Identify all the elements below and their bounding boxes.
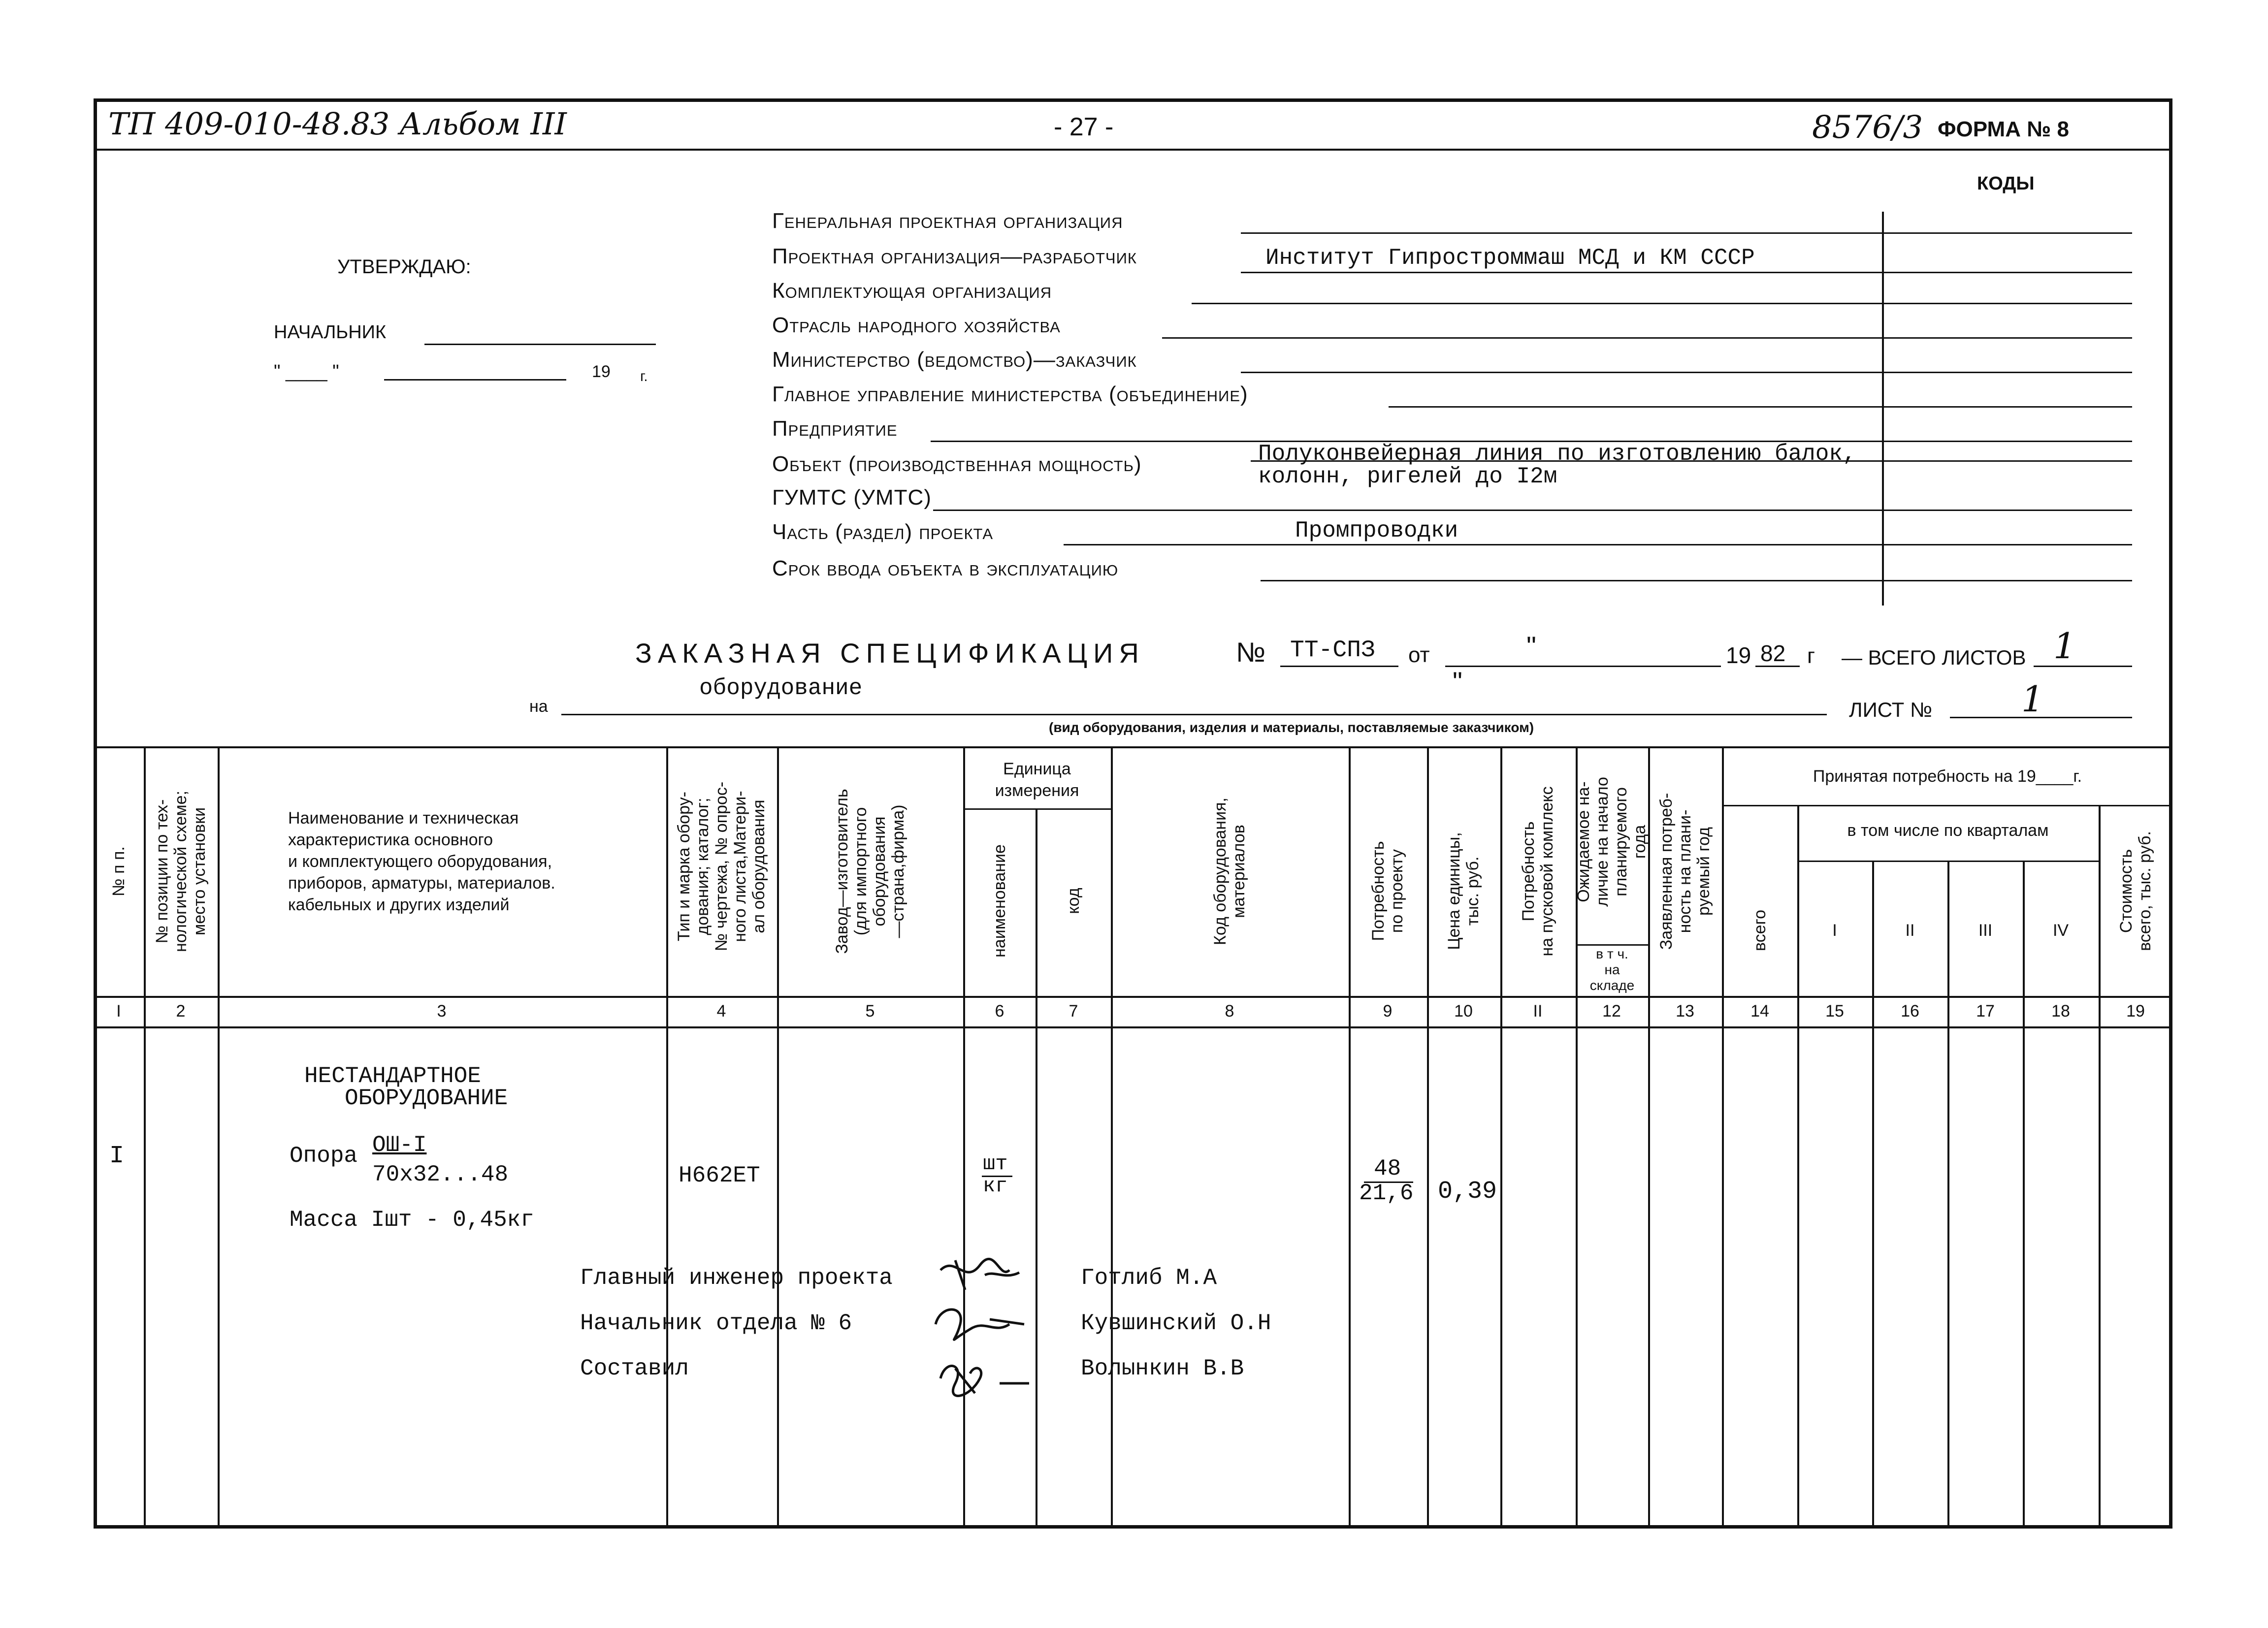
doc-number: 8576/3 <box>1812 109 1923 146</box>
page-number: - 27 - <box>1054 113 1114 141</box>
col-divider <box>1500 746 1502 1529</box>
col-divider <box>666 746 668 1529</box>
org-line <box>1241 372 2132 373</box>
signature-name: Готлиб М.А <box>1081 1265 1217 1291</box>
hdr-accepted-group: Принятая потребность на 19____г. <box>1813 767 2082 786</box>
row-unit-top: шт <box>983 1152 1008 1176</box>
hdr-col8: Код оборудования, материалов <box>1211 798 1248 945</box>
org-field-value: Институт Гипростроммаш МСД и КМ СССР <box>1265 245 1755 271</box>
section-title-1: НЕСТАНДАРТНОЕ <box>304 1063 481 1089</box>
col-divider <box>2099 805 2101 1529</box>
year-suffix-title: г <box>1807 644 1815 668</box>
year-label: 19 <box>592 362 611 381</box>
col-divider <box>2023 861 2025 1529</box>
hdr-col10: Цена единицы, тыс. руб. <box>1445 832 1482 950</box>
on-value: оборудование <box>699 675 863 701</box>
col-number: I <box>116 1002 121 1021</box>
col-number: 12 <box>1602 1002 1621 1021</box>
org-line <box>1389 406 2132 408</box>
col-divider <box>144 746 146 1529</box>
org-field-label: Генеральная проектная организация <box>772 209 1123 233</box>
hdr-col13: Заявленная потреб- ность на плани- руемый год <box>1657 793 1713 950</box>
row-need-bottom: 21,6 <box>1359 1181 1414 1206</box>
on-line <box>561 714 1827 715</box>
sheet-value: 1 <box>2021 678 2044 720</box>
date-quotes: " ____ " <box>274 361 339 382</box>
row-name-code: ОШ-I <box>372 1132 427 1158</box>
hdr-col3: Наименование и техническая характеристика основного и комплектующего оборудования, приборов, арматуры, материалов. кабельных и других изделий <box>288 809 555 914</box>
number-row-bottom <box>94 1026 2172 1028</box>
date-line-title <box>1445 666 1721 667</box>
hdr-col18: IV <box>2052 921 2069 940</box>
org-field-label: ГУМТС (УМТС) <box>772 485 932 510</box>
hdr-quarters-group: в том числе по кварталам <box>1847 821 2049 840</box>
year-value: 82 <box>1760 640 1786 666</box>
hdr-col2: № позиции по тех- нологической схеме; место установки <box>153 791 209 952</box>
on-label: на <box>529 697 548 716</box>
org-line <box>933 510 2132 511</box>
accepted-sub-line <box>1722 805 2172 806</box>
album-code: ТП 409-010-48.83 Альбом III <box>108 106 567 142</box>
org-field-value: Промпроводки <box>1295 518 1458 543</box>
spec-number-value: ТТ-СПЗ <box>1290 637 1375 664</box>
col-divider <box>1036 808 1037 1529</box>
hdr-col6: наименование <box>990 844 1009 958</box>
col-number: 15 <box>1825 1002 1844 1021</box>
codes-label: КОДЫ <box>1977 173 2035 194</box>
hdr-col16: II <box>1905 921 1915 940</box>
hdr-col9: Потребность по проекту <box>1369 841 1406 941</box>
spec-number-label: № <box>1236 637 1266 668</box>
org-field-label: Объект (производственная мощность) <box>772 452 1142 476</box>
hdr-col12: Ожидаемое на- личие на начало планируемого года <box>1574 777 1649 907</box>
org-field-value: Полуконвейерная линия по изготовлению балок, <box>1258 441 1856 467</box>
hdr-col14: всего <box>1750 909 1769 952</box>
row-price: 0,39 <box>1438 1178 1497 1206</box>
col-number: 13 <box>1676 1002 1694 1021</box>
total-sheets-line <box>2034 666 2132 667</box>
hdr-col12-sub: в т ч. на складе <box>1589 946 1635 993</box>
spec-title: ЗАКАЗНАЯ СПЕЦИФИКАЦИЯ <box>635 638 1145 669</box>
col-number: 8 <box>1225 1002 1234 1021</box>
col-number: 5 <box>865 1002 875 1021</box>
approve-label: УТВЕРЖДАЮ: <box>337 256 471 278</box>
col-divider <box>777 746 779 1529</box>
codes-divider <box>1882 212 1884 606</box>
col-number: II <box>1533 1002 1543 1021</box>
org-line <box>1162 337 2132 339</box>
org-line <box>1192 303 2132 304</box>
signature-role: Составил <box>580 1356 689 1381</box>
row-mass: Масса Iшт - 0,45кг <box>290 1207 534 1233</box>
col-number: 9 <box>1383 1002 1393 1021</box>
table-top <box>94 746 2172 748</box>
hdr-col11: Потребность на пусковой комплекс <box>1519 786 1556 957</box>
hdr-col4: Тип и марка обору- дования; каталог; № чертежа, № опрос- ного листа,Матери- ал оборудования <box>675 781 768 952</box>
total-sheets-label: — ВСЕГО ЛИСТОВ <box>1842 646 2026 669</box>
org-field-label: Предприятие <box>772 416 898 441</box>
col-divider <box>1427 746 1429 1529</box>
row-unit-bottom: кг <box>983 1174 1008 1198</box>
org-field-label: Проектная организация—разработчик <box>772 244 1137 268</box>
col-divider <box>1872 861 1874 1529</box>
signature-name: Кувшинский О.Н <box>1081 1310 1271 1336</box>
org-field-label: Срок ввода объекта в эксплуатацию <box>772 556 1119 580</box>
header-rule <box>94 149 2172 151</box>
col-divider <box>218 746 220 1529</box>
col-divider <box>963 746 965 1529</box>
year-prefix: 19 <box>1726 642 1751 668</box>
col-number: 7 <box>1069 1002 1078 1021</box>
hdr-unit-group: Единица измерения <box>995 760 1079 800</box>
sheet-label: ЛИСТ № <box>1849 698 1933 721</box>
col-number: 10 <box>1454 1002 1473 1021</box>
col-number: 18 <box>2051 1002 2070 1021</box>
col12-sub-line <box>1576 944 1648 946</box>
row-num: I <box>109 1142 125 1170</box>
row-type: Н662ЕТ <box>679 1163 760 1188</box>
section-title-2: ОБОРУДОВАНИЕ <box>345 1085 508 1111</box>
quote-mark-1: " <box>1526 631 1536 662</box>
col-number: 2 <box>176 1002 186 1021</box>
col-divider <box>1349 746 1351 1529</box>
year-suffix: г. <box>640 368 648 384</box>
hdr-col17: III <box>1978 921 1993 940</box>
chief-label: НАЧАЛЬНИК <box>274 322 387 343</box>
col-number: 16 <box>1901 1002 1919 1021</box>
signature-name: Волынкин В.В <box>1081 1356 1244 1381</box>
org-line <box>1241 232 2132 234</box>
col-number: 17 <box>1976 1002 1995 1021</box>
quote-mark-2: " <box>1453 666 1462 697</box>
total-sheets-value: 1 <box>2053 625 2076 667</box>
col-divider <box>1111 746 1113 1529</box>
date-line <box>384 379 566 381</box>
col-number: 14 <box>1750 1002 1769 1021</box>
chief-line <box>424 344 656 345</box>
row-need-top: 48 <box>1374 1156 1401 1181</box>
org-line <box>1251 460 2132 462</box>
sub-caption: (вид оборудования, изделия и материалы, поставляемые заказчиком) <box>1049 720 1534 735</box>
col-number: 3 <box>437 1002 447 1021</box>
org-field-label: Комплектующая организация <box>772 279 1052 303</box>
row-name: Опора <box>290 1143 358 1169</box>
org-field-label: Часть (раздел) проекта <box>772 520 994 544</box>
sheet-line <box>1950 717 2132 718</box>
spec-number-line <box>1280 666 1398 667</box>
col-number: 19 <box>2126 1002 2145 1021</box>
form-label: ФОРМА № 8 <box>1938 117 2069 141</box>
col-divider <box>1797 805 1799 1529</box>
signature-role: Начальник отдела № 6 <box>580 1310 852 1336</box>
org-field-label: Главное управление министерства (объединение) <box>772 382 1248 406</box>
col-number: 6 <box>995 1002 1004 1021</box>
org-field-label: Министерство (ведомство)—заказчик <box>772 348 1137 372</box>
col-divider <box>1947 861 1949 1529</box>
org-line <box>1241 272 2132 273</box>
hdr-col15: I <box>1832 921 1837 940</box>
handwritten-signatures <box>926 1250 1054 1408</box>
hdr-col19: Стоимость всего, тыс. руб. <box>2117 831 2154 951</box>
org-field-label: Отрасль народного хозяйства <box>772 313 1061 337</box>
col-number: 4 <box>716 1002 726 1021</box>
row-name-size: 70х32...48 <box>372 1162 509 1187</box>
org-line <box>1261 580 2132 581</box>
year-line <box>1755 666 1800 667</box>
hdr-col1: № п п. <box>109 846 128 896</box>
from-label: от <box>1408 643 1430 667</box>
signature-role: Главный инженер проекта <box>580 1265 893 1291</box>
org-field-value-2: колонн, ригелей до I2м <box>1258 464 1557 489</box>
org-line <box>1064 544 2132 545</box>
hdr-col5: Завод—изготовитель (для импортного оборудования —страна,фирма) <box>833 789 907 954</box>
hdr-col7: код <box>1064 888 1083 914</box>
col-divider <box>1722 746 1724 1529</box>
header-bottom <box>94 996 2172 998</box>
